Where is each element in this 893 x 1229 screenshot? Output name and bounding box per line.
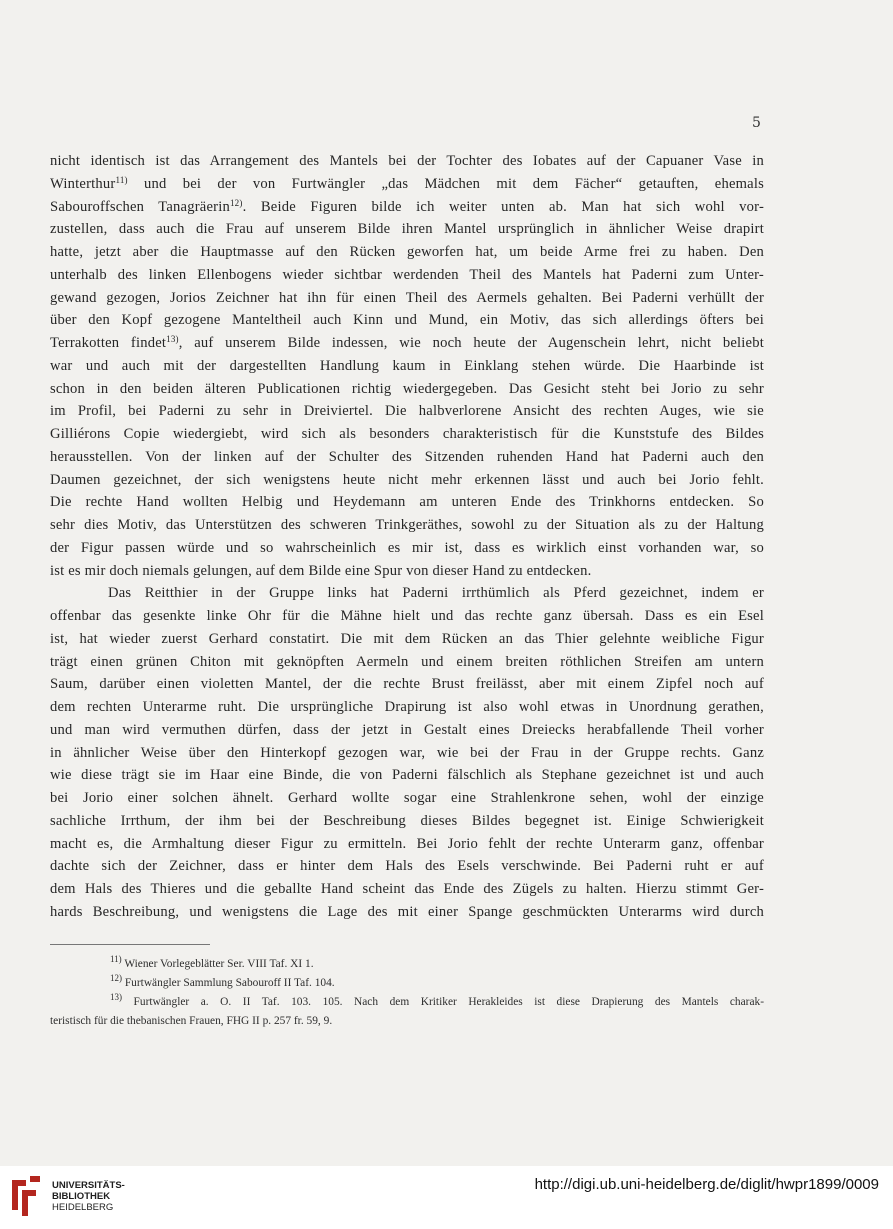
text-fragment: Daumen gezeichnet, der sich wenigstens heute nicht mehr erkennen lässt und auch bei Jorio fehlt.	[50, 471, 764, 488]
footnote-marker: 11)	[110, 954, 122, 964]
text-line	[50, 787, 764, 810]
footnote-text: teristisch für die thebanischen Frauen, FHG II p. 257 fr. 59, 9.	[50, 1015, 333, 1027]
text-fragment: trägt einen grünen Chiton mit geknöpften Aermeln und einem breiten röthlichen Streifen am untern	[50, 653, 764, 670]
body-text	[50, 150, 764, 924]
footnotes	[50, 955, 764, 1031]
text-fragment: gewand gezogen, Jorios Zeichner hat ihn für einen Theil des Aermels gehalten. Bei Paderni verhüllt der	[50, 289, 764, 306]
footnote-text: Furtwängler Sammlung Sabouroff II Taf. 104.	[122, 977, 335, 989]
text-fragment: Saum, darüber einen violetten Mantel, der die rechte Brust freilässt, aber mit einem Zipfel noch auf	[50, 676, 764, 693]
text-fragment: hards Beschreibung, und wenigstens die Lage des mit einer Spange geschmückten Unterarms wird durch	[50, 903, 764, 920]
footnote	[50, 955, 764, 974]
text-fragment: Gilliérons Copie wiedergiebt, wird sich als besonders charakteristisch für die Kunststufe des Bildes	[50, 426, 764, 442]
footer	[0, 1166, 893, 1229]
text-fragment: ist, hat wieder zuerst Gerhard constatirt. Die mit dem Rücken an das Thier gelehnte weibliche Figur	[50, 630, 764, 647]
footnote-reference: 12)	[229, 197, 243, 208]
text-fragment: im Profil, bei Paderni zu sehr in Dreiviertel. Die halbverlorene Ansicht des rechten Auges, wie sie	[50, 403, 764, 420]
text-line	[50, 560, 764, 583]
library-name	[52, 1180, 125, 1213]
text-line	[50, 309, 764, 332]
text-line	[50, 264, 764, 287]
text-line	[50, 514, 764, 537]
text-fragment: nicht identisch ist das Arrangement des Mantels bei der Tochter des Iobates auf der Capuaner Vase in	[50, 153, 764, 169]
text-line	[50, 855, 764, 878]
text-fragment: wie diese trägt sie im Haar eine Binde, die von Paderni fälschlich als Stephane gezeichnet ist und auch	[50, 767, 764, 784]
text-line	[50, 446, 764, 469]
text-fragment: und bei der von Furtwängler „das Mädchen mit dem Fächer“ getauften, ehemals	[127, 175, 764, 192]
text-fragment: dem rechten Unterarme ruht. Die ursprüngliche Drapirung ist also wohl etwas in Unordnung gerathen,	[50, 699, 764, 715]
text-line	[50, 378, 764, 401]
text-line	[50, 150, 764, 173]
text-line	[50, 400, 764, 423]
text-line	[50, 742, 764, 765]
text-line	[50, 628, 764, 651]
library-logo-icon	[8, 1174, 44, 1218]
text-fragment: . Beide Figuren bilde ich weiter unten ab. Man hat sich wohl vor-	[242, 198, 764, 215]
footnote-marker: 12)	[110, 973, 122, 983]
text-fragment: sachliche Irrthum, der ihm bei der Beschreibung dieses Bildes begegnet ist. Einige Schwierigkeit	[50, 812, 764, 829]
text-line	[50, 469, 764, 492]
text-line	[50, 423, 764, 446]
text-fragment: Die rechte Hand wollten Helbig und Heydemann am unteren Ende des Trinkhorns entdecken. So	[50, 494, 764, 511]
text-fragment: , auf unserem Bilde indessen, wie noch heute der Augenschein lehrt, nicht beliebt	[178, 335, 764, 351]
text-line	[50, 810, 764, 833]
footnote-text: Furtwängler a. O. II Taf. 103. 105. Nach dem Kritiker Herakleides ist diese Drapierung des Mantels charak-	[122, 996, 764, 1008]
text-fragment: macht es, die Armhaltung dieser Figur zu ermitteln. Bei Jorio fehlt der rechte Unterarm ganz, offenbar	[50, 835, 764, 852]
text-fragment: in ähnlicher Weise über den Hinterkopf gezogen war, wie bei der Frau in der Gruppe rechts. Ganz	[50, 744, 764, 761]
text-line	[50, 537, 764, 560]
text-fragment: Terrakotten findet	[50, 335, 167, 351]
footnote-text: Wiener Vorlegeblätter Ser. VIII Taf. XI 1.	[121, 958, 314, 970]
text-line	[50, 582, 764, 605]
text-fragment: dem Hals des Thieres und die geballte Hand scheint das Ende des Zügels zu halten. Hierzu stimmt Ger-	[50, 881, 764, 897]
library-name-line2: BIBLIOTHEK	[52, 1191, 111, 1202]
footnote	[50, 1012, 764, 1031]
text-line	[50, 719, 764, 742]
footnote-reference: 13)	[166, 334, 179, 344]
library-name-line1: UNIVERSITÄTS-	[52, 1180, 125, 1191]
text-fragment: zustellen, dass auch die Frau auf unserem Bilde ihren Mantel ursprünglich in ähnlicher Weise drapirt	[50, 221, 764, 238]
text-line	[50, 332, 764, 355]
text-fragment: über den Kopf gezogene Manteltheil auch Kinn und Mund, ein Motiv, das sich allerdings öfters bei	[50, 312, 764, 329]
text-fragment: und man wird vermuthen dürfen, dass der jetzt in Gestalt eines Dreiecks herabfallende Theil vorher	[50, 721, 764, 738]
text-line	[50, 287, 764, 310]
text-line	[50, 651, 764, 674]
library-name-line3: HEIDELBERG	[52, 1202, 114, 1213]
text-line	[50, 764, 764, 787]
text-line	[50, 491, 764, 514]
footnote	[50, 974, 764, 993]
text-line	[50, 241, 764, 264]
text-fragment: der Figur passen würde und so wahrscheinlich es mir ist, dass es wirklich einst vorhanden war, so	[50, 539, 764, 556]
text-fragment: war und auch mit der dargestellten Handlung kaum in Einklang stehen würde. Die Haarbinde ist	[50, 357, 764, 374]
source-url-link[interactable]: http://digi.ub.uni-heidelberg.de/diglit/hwpr1899/0009	[534, 1176, 879, 1193]
footnote-reference: 11)	[115, 174, 128, 185]
text-line	[50, 218, 764, 241]
text-fragment: unterhalb des linken Ellenbogens wieder sichtbar werdenden Theil des Mantels hat Paderni zum Unter-	[50, 266, 764, 283]
text-line	[50, 173, 764, 196]
text-line	[50, 605, 764, 628]
text-fragment: hatte, jetzt aber die Hauptmasse auf den Rücken geworfen hat, um beide Arme frei zu haben. Den	[50, 244, 764, 260]
footnote	[50, 993, 764, 1012]
text-fragment: sehr dies Motiv, das Unterstützen des schweren Trinkgeräthes, sowohl zu der Situation als zu der Haltung	[50, 517, 764, 533]
text-fragment: offenbar das gesenkte linke Ohr für die Mähne hielt und das rechte ganz übersah. Dass es ein Esel	[50, 608, 764, 624]
page-number: 5	[752, 115, 761, 131]
text-fragment: schon in den beiden älteren Publicationen richtig wiedergegeben. Das Gesicht steht bei Jorio zu sehr	[50, 380, 764, 397]
text-fragment: ist es mir doch niemals gelungen, auf dem Bilde eine Spur von dieser Hand zu entdecken.	[50, 562, 592, 579]
text-line	[50, 833, 764, 856]
text-fragment: Winterthur	[50, 175, 116, 192]
text-line	[50, 196, 764, 219]
text-fragment: Das Reitthier in der Gruppe links hat Paderni irrthümlich als Pferd gezeichnet, indem er	[108, 585, 764, 602]
text-line	[50, 696, 764, 719]
text-fragment: Sabouroffschen Tanagräerin	[50, 198, 230, 215]
text-line	[50, 878, 764, 901]
text-line	[50, 673, 764, 696]
footnote-marker: 13)	[110, 992, 122, 1002]
text-line	[50, 901, 764, 924]
text-fragment: herausstellen. Von der linken auf der Schulter des Sitzenden ruhenden Hand hat Paderni auch den	[50, 448, 764, 465]
text-line	[50, 355, 764, 378]
footnote-rule	[50, 944, 210, 945]
text-fragment: bei Jorio einer solchen ähnelt. Gerhard wollte sogar eine Strahlenkrone sehen, wohl der einzige	[50, 790, 764, 806]
text-fragment: dachte sich der Zeichner, dass er hinter dem Hals des Esels verschwinde. Bei Paderni ruht er auf	[50, 858, 764, 875]
